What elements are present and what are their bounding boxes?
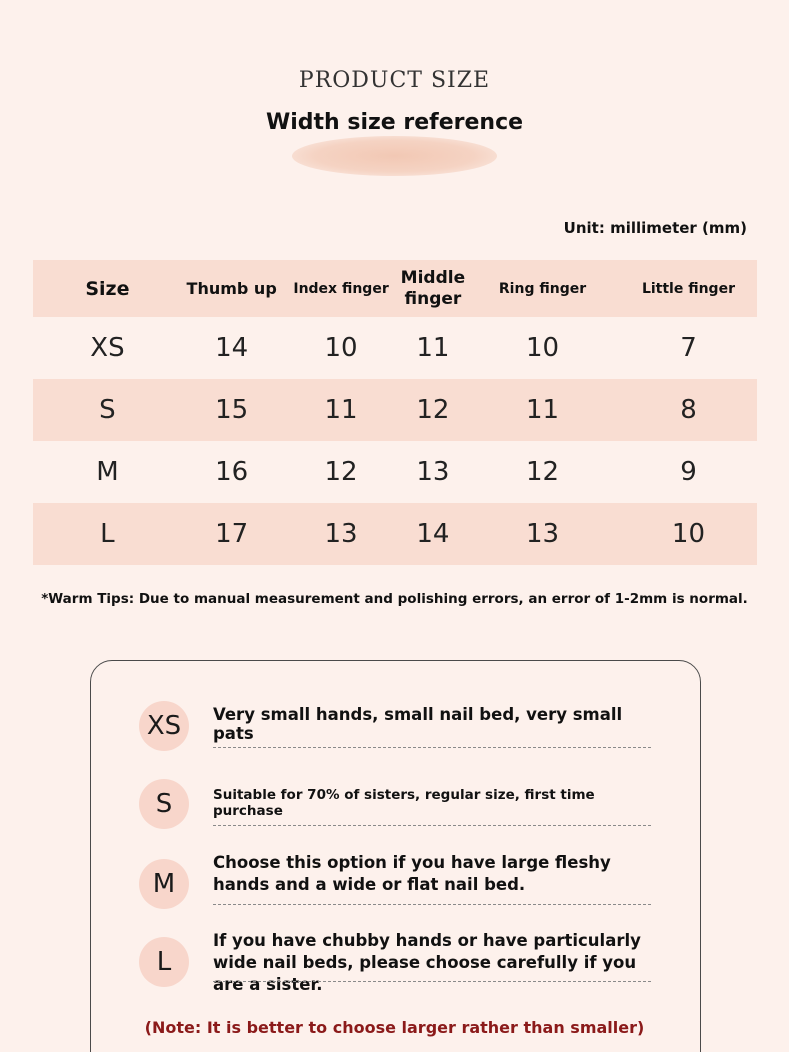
cell-index: 10 bbox=[324, 333, 358, 363]
cell-thumb: 17 bbox=[215, 519, 249, 549]
decorative-blob bbox=[292, 136, 497, 176]
cell-ring: 13 bbox=[525, 519, 560, 549]
size-badge-xs: XS bbox=[139, 701, 189, 751]
column-header-little: Little finger bbox=[641, 280, 735, 297]
guide-text-l: If you have chubby hands or have particularly wide nail beds, please choose carefully if you are a sister. bbox=[213, 931, 641, 994]
table-row bbox=[33, 379, 757, 441]
note-text: (Note: It is better to choose larger rather than smaller) bbox=[144, 1018, 645, 1037]
cell-index: 13 bbox=[324, 519, 358, 549]
page-subtitle: Width size reference bbox=[265, 110, 524, 135]
table-row bbox=[33, 503, 757, 565]
cell-thumb: 14 bbox=[215, 333, 249, 363]
cell-little: 9 bbox=[680, 457, 697, 487]
page-title: PRODUCT SIZE bbox=[298, 68, 491, 93]
size-table bbox=[33, 260, 757, 565]
unit-label: Unit: millimeter (mm) bbox=[563, 219, 747, 237]
divider bbox=[213, 825, 651, 826]
guide-text-xs: Very small hands, small nail bed, very small pats bbox=[213, 705, 623, 743]
divider bbox=[213, 904, 651, 905]
cell-middle: 11 bbox=[416, 333, 450, 363]
size-guide-card bbox=[90, 660, 701, 1052]
cell-little: 8 bbox=[680, 395, 697, 425]
cell-size: S bbox=[99, 395, 116, 425]
cell-little: 7 bbox=[680, 333, 697, 363]
divider bbox=[213, 747, 651, 748]
table-row bbox=[33, 317, 757, 379]
table-header-row bbox=[33, 260, 757, 317]
warm-tips: *Warm Tips: Due to manual measurement and polishing errors, an error of 1-2mm is normal. bbox=[41, 591, 748, 607]
cell-size: L bbox=[100, 519, 115, 549]
divider bbox=[213, 981, 651, 982]
cell-size: XS bbox=[90, 333, 125, 363]
column-header-thumb: Thumb up bbox=[186, 279, 277, 298]
cell-size: M bbox=[96, 457, 119, 487]
cell-ring: 11 bbox=[525, 395, 560, 425]
cell-middle: 13 bbox=[416, 457, 450, 487]
cell-thumb: 15 bbox=[215, 395, 249, 425]
guide-text-s: Suitable for 70% of sisters, regular size, first time purchase bbox=[213, 787, 595, 819]
column-header-ring: Ring finger bbox=[498, 280, 587, 297]
size-badge-s: S bbox=[139, 779, 189, 829]
cell-little: 10 bbox=[671, 519, 706, 549]
column-header-middle: Middle finger bbox=[400, 267, 466, 309]
table-row bbox=[33, 441, 757, 503]
cell-middle: 14 bbox=[416, 519, 450, 549]
cell-ring: 12 bbox=[525, 457, 560, 487]
cell-index: 11 bbox=[324, 395, 358, 425]
cell-ring: 10 bbox=[525, 333, 560, 363]
column-header-size: Size bbox=[85, 277, 130, 300]
size-badge-m: M bbox=[139, 859, 189, 909]
cell-index: 12 bbox=[324, 457, 358, 487]
cell-middle: 12 bbox=[416, 395, 450, 425]
cell-thumb: 16 bbox=[215, 457, 249, 487]
column-header-index: Index finger bbox=[293, 280, 389, 297]
size-badge-l: L bbox=[139, 937, 189, 987]
guide-text-m: Choose this option if you have large fleshy hands and a wide or flat nail bed. bbox=[213, 853, 611, 894]
